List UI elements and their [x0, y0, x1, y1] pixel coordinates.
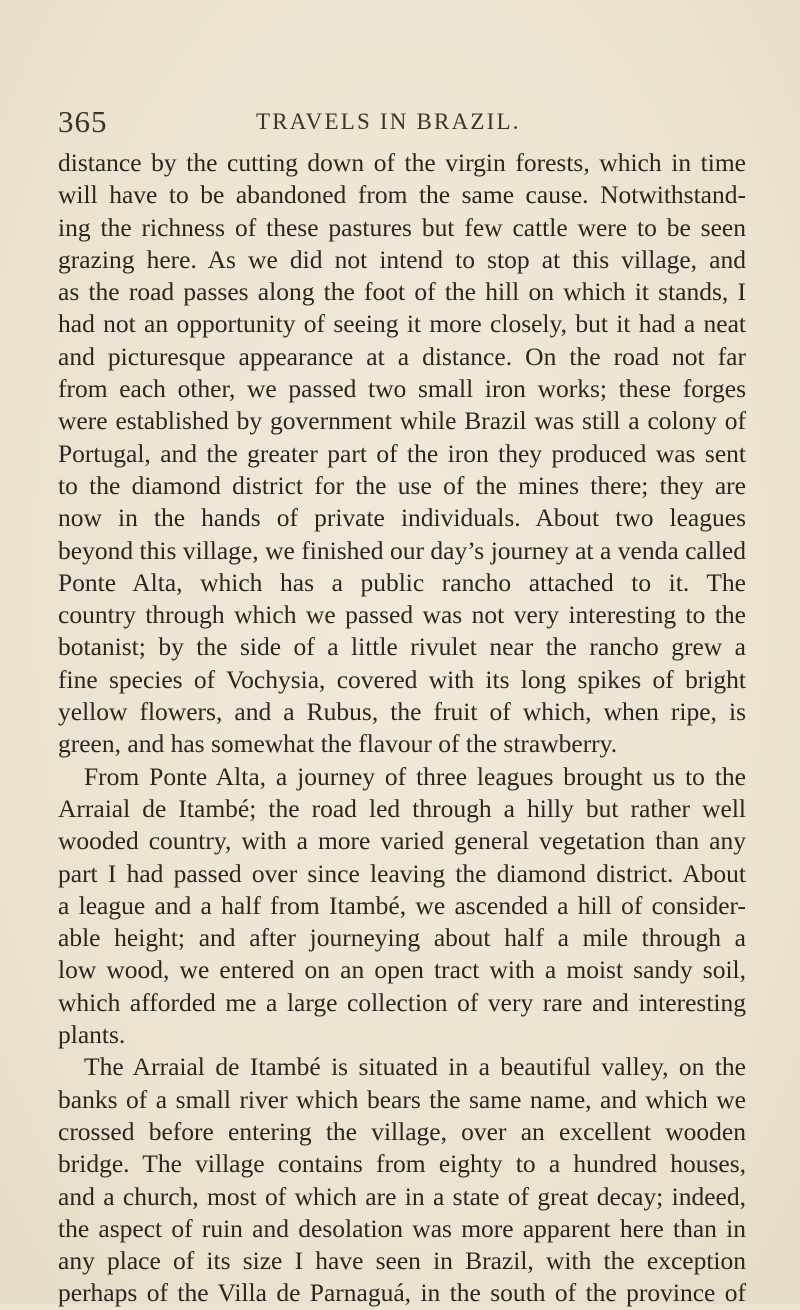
text-line: grazing here. As we did not intend to stop at this village, and	[58, 244, 746, 274]
text-line: green, and has somewhat the flavour of the strawberry.	[58, 729, 618, 759]
text-line: now in the hands of private individuals. About two leagues	[58, 503, 746, 533]
text-line: fine species of Vochysia, covered with its long spikes of bright	[58, 664, 746, 694]
running-title: TRAVELS IN BRAZIL.	[256, 109, 521, 134]
text-line: banks of a small river which bears the same name, and which we	[58, 1084, 746, 1114]
text-line: Ponte Alta, which has a public rancho attached to it. The	[58, 567, 746, 597]
text-line: Arraial de Itambé; the road led through a hilly but rather well	[58, 793, 746, 823]
text-line: country through which we passed was not very interesting to the	[58, 600, 746, 630]
text-line: as the road passes along the foot of the hill on which it stands, I	[58, 277, 746, 307]
running-head	[58, 104, 746, 144]
text-line: bridge. The village contains from eighty to a hundred houses,	[58, 1149, 746, 1179]
text-line: The Arraial de Itambé is situated in a beautiful valley, on the	[84, 1052, 746, 1082]
text-line: will have to be abandoned from the same cause. Notwithstand-	[58, 180, 746, 210]
text-line: distance by the cutting down of the virgin forests, which in time	[58, 148, 746, 177]
text-line: low wood, we entered on an open tract with a moist sandy soil,	[58, 955, 746, 985]
text-line: were established by government while Brazil was still a colony of	[58, 406, 746, 436]
text-line: part I had passed over since leaving the diamond district. About	[58, 858, 746, 888]
text-line: any place of its size I have seen in Brazil, with the exception	[58, 1246, 746, 1276]
text-line: a league and a half from Itambé, we ascended a hill of consider-	[58, 890, 746, 920]
text-line: ing the richness of these pastures but few cattle were to be seen	[58, 212, 746, 242]
text-line: perhaps of the Villa de Parnaguá, in the south of the province of	[58, 1278, 746, 1308]
text-line: had not an opportunity of seeing it more closely, but it had a neat	[58, 309, 746, 339]
text-line: and a church, most of which are in a state of great decay; indeed,	[58, 1181, 746, 1211]
text-line: botanist; by the side of a little rivulet near the rancho grew a	[58, 632, 746, 662]
text-line: able height; and after journeying about half a mile through a	[58, 923, 746, 953]
text-line: the aspect of ruin and desolation was more apparent here than in	[58, 1213, 746, 1243]
page-number: 365	[58, 104, 108, 139]
text-line: to the diamond district for the use of the mines there; they are	[58, 470, 746, 500]
text-line: beyond this village, we finished our day’s journey at a venda called	[58, 535, 746, 565]
text-line: which afforded me a large collection of very rare and interesting	[58, 987, 746, 1017]
text-line: yellow flowers, and a Rubus, the fruit of which, when ripe, is	[58, 697, 746, 727]
text-line: wooded country, with a more varied general vegetation than any	[58, 826, 746, 856]
text-line: Portugal, and the greater part of the iron they produced was sent	[58, 438, 746, 468]
text-line: from each other, we passed two small iron works; these forges	[58, 374, 746, 404]
text-line: From Ponte Alta, a journey of three leagues brought us to the	[84, 761, 746, 791]
body-text	[58, 147, 746, 1310]
text-line: and picturesque appearance at a distance. On the road not far	[58, 341, 746, 371]
text-line: plants.	[58, 1020, 126, 1050]
text-line: crossed before entering the village, over an excellent wooden	[58, 1116, 746, 1146]
